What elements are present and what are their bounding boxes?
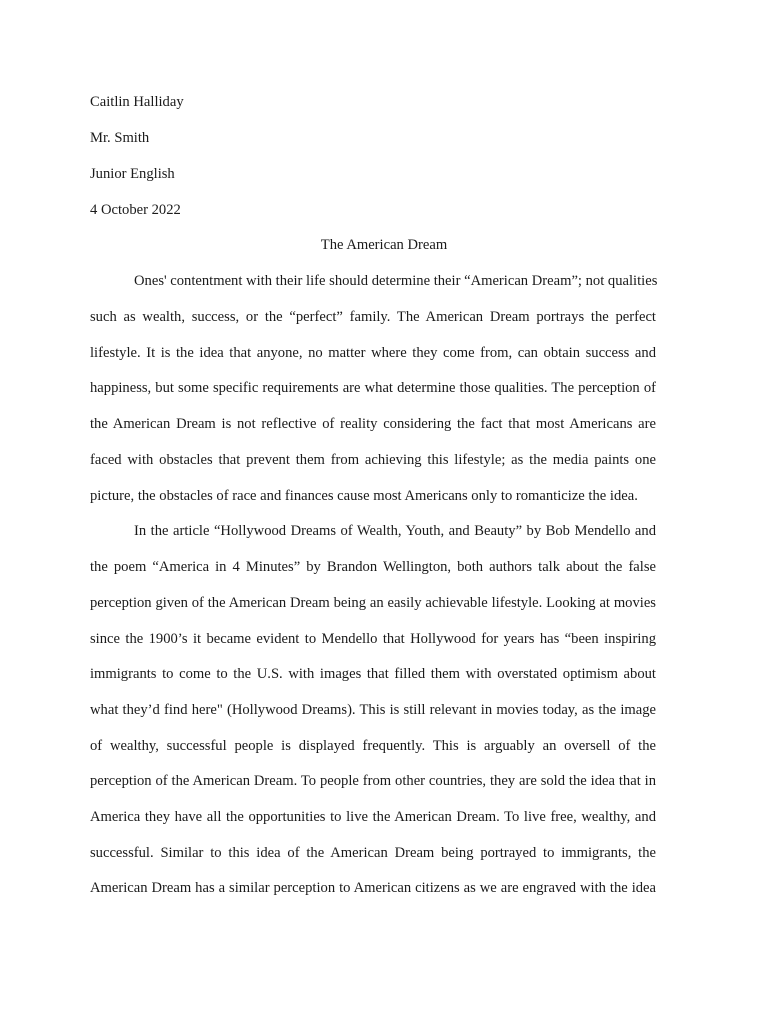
paragraph-line: picture, the obstacles of race and finances cause most Americans only to romanticize the idea.: [90, 488, 638, 504]
paragraph-line: immigrants to come to the U.S. with images that filled them with overstated optimism about: [90, 666, 656, 682]
paragraph-line: lifestyle. It is the idea that anyone, no matter where they come from, can obtain success and: [90, 345, 656, 361]
paragraph-line: the American Dream is not reflective of reality considering the fact that most Americans are: [90, 416, 656, 432]
paragraph-line: faced with obstacles that prevent them from achieving this lifestyle; as the media paints one: [90, 452, 656, 468]
paragraph-line: happiness, but some specific requirements are what determine those qualities. The perception of: [90, 380, 656, 396]
paragraph-line: of wealthy, successful people is displayed frequently. This is arguably an oversell of the: [90, 738, 656, 754]
paragraph-line: since the 1900’s it became evident to Mendello that Hollywood for years has “been inspiring: [90, 631, 656, 647]
paragraph-line: American Dream has a similar perception to American citizens as we are engraved with the idea: [90, 880, 656, 896]
paragraph-line: perception given of the American Dream being an easily achievable lifestyle. Looking at movies: [90, 595, 656, 611]
teacher-name: Mr. Smith: [90, 130, 150, 146]
paragraph-line: successful. Similar to this idea of the American Dream being portrayed to immigrants, the: [90, 845, 656, 861]
course-name: Junior English: [90, 166, 175, 182]
essay-title: The American Dream: [320, 237, 448, 253]
paragraph-line: perception of the American Dream. To people from other countries, they are sold the idea that in: [90, 773, 656, 789]
paragraph-line: America they have all the opportunities to live the American Dream. To live free, wealthy, and: [90, 809, 656, 825]
paragraph-line: such as wealth, success, or the “perfect” family. The American Dream portrays the perfect: [90, 309, 656, 325]
paragraph-line: In the article “Hollywood Dreams of Wealth, Youth, and Beauty” by Bob Mendello and: [134, 523, 656, 539]
essay-date: 4 October 2022: [90, 202, 181, 218]
paragraph-line: what they’d find here" (Hollywood Dreams). This is still relevant in movies today, as the image: [90, 702, 656, 718]
paragraph-line: the poem “America in 4 Minutes” by Brandon Wellington, both authors talk about the false: [90, 559, 656, 575]
author-name: Caitlin Halliday: [90, 94, 184, 110]
paragraph-line: Ones' contentment with their life should determine their “American Dream”; not qualities: [134, 273, 658, 289]
